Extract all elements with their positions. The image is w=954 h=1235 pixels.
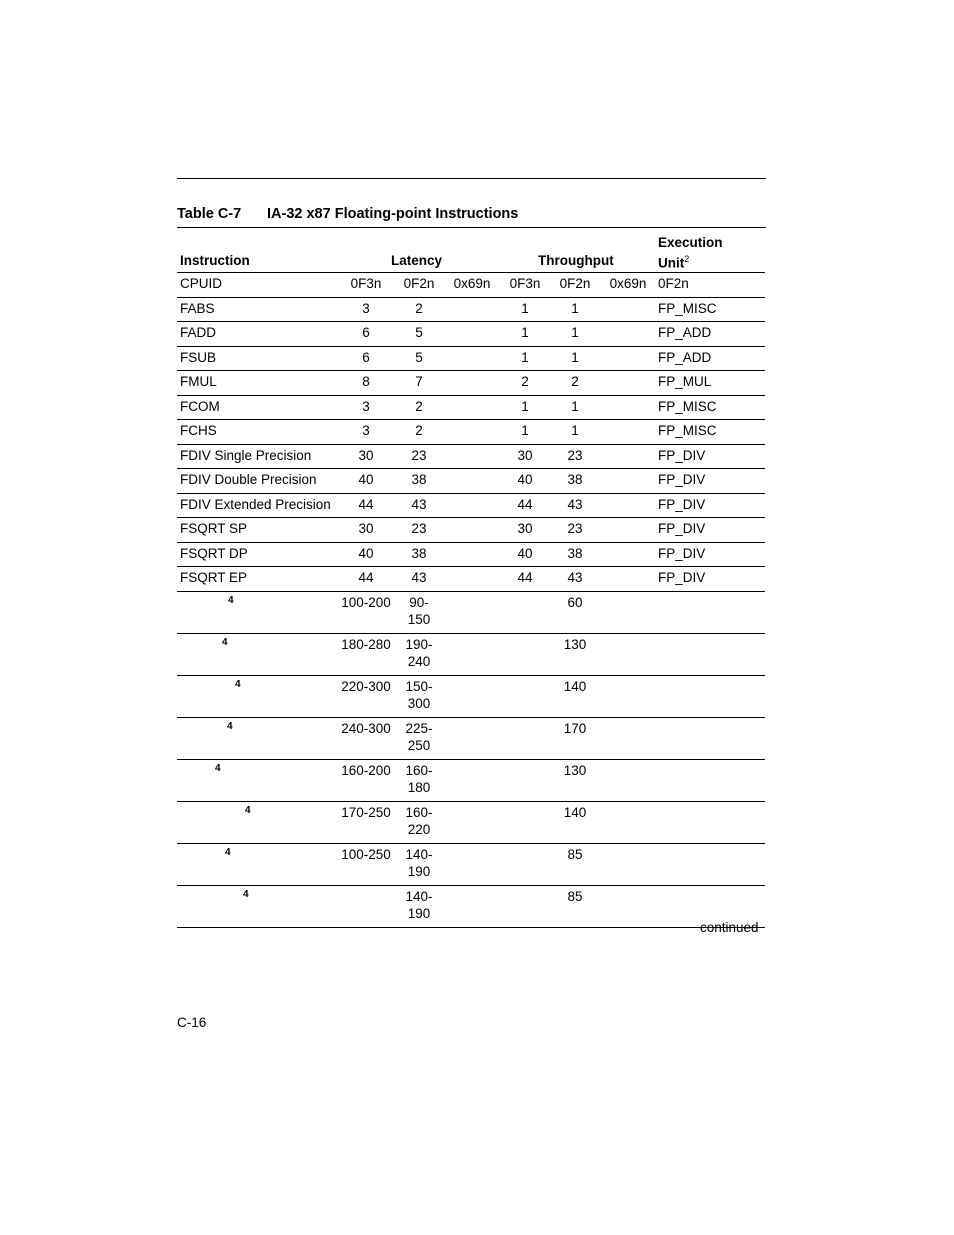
table-row	[177, 273, 765, 297]
cell-throughput-0f2n: 170	[549, 717, 601, 759]
instruction-label: FCOM	[180, 398, 220, 414]
cell-latency-0f3n: 6	[337, 322, 395, 347]
cell-latency-0f3n: 160-200	[337, 759, 395, 801]
cell-throughput-0x69n	[601, 469, 655, 494]
cell-execution-unit	[655, 717, 765, 759]
cell-latency-0f2n: 190-240	[395, 633, 443, 675]
cell-execution-unit: FP_DIV	[655, 469, 765, 494]
cell-latency-0f3n: 3	[337, 395, 395, 420]
cell-throughput-0x69n	[601, 420, 655, 445]
cell-throughput-0x69n	[601, 395, 655, 420]
footnote-ref: 4	[222, 636, 228, 648]
instruction-label: CPUID	[180, 276, 223, 291]
cell-throughput-0f2n: 130	[549, 633, 601, 675]
cell-latency-0f2n: 90-150	[395, 591, 443, 633]
instruction-label: FSQRT DP	[180, 545, 248, 561]
cell-throughput-0f3n: 1	[501, 420, 549, 445]
cell-instruction	[177, 420, 337, 445]
cell-latency-0f2n: 23	[395, 518, 443, 543]
cell-latency-0f2n: 38	[395, 469, 443, 494]
cell-throughput-0f2n: 1	[549, 395, 601, 420]
cell-throughput-0x69n	[601, 322, 655, 347]
cell-latency-0f3n	[337, 885, 395, 927]
cell-latency-0f2n: 5	[395, 322, 443, 347]
cell-throughput-0f2n: 0F2n	[549, 273, 601, 297]
cell-instruction	[177, 717, 337, 759]
cell-throughput-0x69n	[601, 843, 655, 885]
cell-instruction	[177, 371, 337, 396]
cell-latency-0f2n: 2	[395, 297, 443, 322]
caption-rule	[177, 227, 766, 228]
footnote-ref: 4	[215, 762, 221, 774]
cell-latency-0f3n: 100-200	[337, 591, 395, 633]
table-row	[177, 518, 765, 543]
cell-latency-0f2n: 0F2n	[395, 273, 443, 297]
top-rule	[177, 178, 766, 179]
cell-latency-0f3n: 30	[337, 444, 395, 469]
cell-latency-0x69n: 0x69n	[443, 273, 501, 297]
cell-throughput-0f3n: 1	[501, 297, 549, 322]
footnote-ref: 4	[227, 720, 233, 732]
cell-execution-unit: FP_MISC	[655, 395, 765, 420]
cell-throughput-0f3n	[501, 717, 549, 759]
cell-latency-0f3n: 44	[337, 567, 395, 592]
cell-latency-0x69n	[443, 885, 501, 927]
instruction-label: FSQRT SP	[180, 521, 248, 536]
header-throughput: Throughput	[538, 253, 614, 268]
cell-throughput-0f3n: 1	[501, 395, 549, 420]
cell-execution-unit: FP_DIV	[655, 493, 765, 518]
cell-throughput-0f3n: 44	[501, 567, 549, 592]
header-latency: Latency	[391, 253, 443, 268]
cell-execution-unit	[655, 759, 765, 801]
cell-execution-unit: FP_ADD	[655, 322, 765, 347]
table-row	[177, 420, 765, 445]
cell-latency-0x69n	[443, 420, 501, 445]
cell-execution-unit	[655, 591, 765, 633]
cell-throughput-0f3n	[501, 801, 549, 843]
cell-latency-0f3n: 40	[337, 469, 395, 494]
cell-execution-unit: FP_MUL	[655, 371, 765, 396]
cell-latency-0f2n: 38	[395, 542, 443, 567]
cell-latency-0f3n: 8	[337, 371, 395, 396]
cell-latency-0x69n	[443, 675, 501, 717]
cell-throughput-0f3n	[501, 759, 549, 801]
cell-latency-0x69n	[443, 469, 501, 494]
cell-instruction	[177, 542, 337, 567]
cell-throughput-0x69n	[601, 444, 655, 469]
cell-latency-0f2n: 225-250	[395, 717, 443, 759]
instruction-label: FADD	[180, 325, 217, 340]
cell-instruction	[177, 469, 337, 494]
table-row	[177, 885, 765, 927]
footnote-ref: 4	[243, 888, 249, 900]
cell-latency-0x69n	[443, 591, 501, 633]
table-caption	[177, 206, 518, 222]
table-row	[177, 371, 765, 396]
cell-instruction	[177, 801, 337, 843]
cell-latency-0x69n	[443, 346, 501, 371]
cell-throughput-0f3n: 1	[501, 322, 549, 347]
continued-note: continued	[700, 920, 759, 935]
cell-throughput-0f3n: 0F3n	[501, 273, 549, 297]
cell-throughput-0x69n	[601, 567, 655, 592]
cell-throughput-0f2n: 1	[549, 322, 601, 347]
cell-throughput-0x69n	[601, 346, 655, 371]
table-row	[177, 444, 765, 469]
cell-throughput-0f2n: 1	[549, 346, 601, 371]
cell-throughput-0f2n: 23	[549, 444, 601, 469]
header-footnote-ref: 2	[684, 254, 690, 264]
cell-latency-0x69n	[443, 801, 501, 843]
cell-latency-0f3n: 220-300	[337, 675, 395, 717]
cell-latency-0x69n	[443, 717, 501, 759]
cell-instruction	[177, 273, 337, 297]
table-body	[177, 273, 765, 927]
cell-throughput-0x69n	[601, 518, 655, 543]
cell-throughput-0f2n: 23	[549, 518, 601, 543]
instruction-table	[177, 273, 765, 928]
cell-throughput-0f3n: 2	[501, 371, 549, 396]
footnote-ref: 4	[245, 804, 251, 816]
cell-execution-unit	[655, 843, 765, 885]
cell-throughput-0x69n	[601, 633, 655, 675]
cell-throughput-0f2n: 38	[549, 469, 601, 494]
cell-throughput-0x69n	[601, 801, 655, 843]
table-row	[177, 843, 765, 885]
cell-throughput-0f2n: 140	[549, 801, 601, 843]
cell-latency-0f3n: 6	[337, 346, 395, 371]
cell-latency-0x69n	[443, 444, 501, 469]
cell-instruction	[177, 567, 337, 592]
cell-latency-0f3n: 30	[337, 518, 395, 543]
cell-latency-0f2n: 140-190	[395, 843, 443, 885]
cell-throughput-0f2n: 2	[549, 371, 601, 396]
header-execution-unit	[658, 234, 723, 272]
cell-latency-0f3n: 44	[337, 493, 395, 518]
instruction-label: FDIV Single Precision	[180, 447, 312, 463]
instruction-label: FSUB	[180, 349, 217, 365]
cell-execution-unit: FP_ADD	[655, 346, 765, 371]
instruction-label: FABS	[180, 300, 215, 316]
cell-throughput-0f3n: 1	[501, 346, 549, 371]
cell-execution-unit: FP_MISC	[655, 420, 765, 445]
cell-throughput-0f3n	[501, 843, 549, 885]
header-execution-line2: Unit	[658, 255, 685, 271]
instruction-label: FCHS	[180, 423, 217, 438]
cell-latency-0x69n	[443, 322, 501, 347]
cell-latency-0f3n: 40	[337, 542, 395, 567]
cell-execution-unit	[655, 801, 765, 843]
instruction-label: FDIV Extended Precision	[180, 496, 331, 512]
cell-execution-unit: FP_DIV	[655, 444, 765, 469]
cell-latency-0f3n: 3	[337, 420, 395, 445]
cell-execution-unit	[655, 633, 765, 675]
cell-latency-0f2n: 140-190	[395, 885, 443, 927]
cell-throughput-0f3n: 30	[501, 518, 549, 543]
cell-latency-0x69n	[443, 542, 501, 567]
cell-latency-0f2n: 43	[395, 567, 443, 592]
cell-throughput-0f2n: 85	[549, 885, 601, 927]
cell-throughput-0f3n	[501, 885, 549, 927]
cell-instruction	[177, 843, 337, 885]
footnote-ref: 4	[225, 846, 231, 858]
cell-latency-0f2n: 23	[395, 444, 443, 469]
table-row	[177, 346, 765, 371]
cell-throughput-0f3n	[501, 633, 549, 675]
cell-instruction	[177, 633, 337, 675]
table-title: IA-32 x87 Floating-point Instructions	[267, 206, 519, 222]
cell-latency-0f3n: 240-300	[337, 717, 395, 759]
cell-throughput-0x69n	[601, 542, 655, 567]
page-number: C-16	[177, 1015, 207, 1030]
cell-instruction	[177, 591, 337, 633]
cell-instruction	[177, 675, 337, 717]
cell-latency-0x69n	[443, 371, 501, 396]
footnote-ref: 4	[235, 678, 241, 690]
cell-throughput-0f3n	[501, 675, 549, 717]
cell-throughput-0x69n	[601, 493, 655, 518]
cell-throughput-0x69n	[601, 297, 655, 322]
cell-latency-0f3n: 3	[337, 297, 395, 322]
table-row	[177, 469, 765, 494]
header-execution-line1: Execution	[658, 235, 723, 250]
cell-instruction	[177, 759, 337, 801]
cell-throughput-0f3n: 40	[501, 469, 549, 494]
table-row	[177, 633, 765, 675]
header-instruction: Instruction	[180, 253, 250, 268]
cell-throughput-0f2n: 43	[549, 567, 601, 592]
cell-latency-0f2n: 7	[395, 371, 443, 396]
cell-throughput-0f2n: 60	[549, 591, 601, 633]
cell-latency-0f2n: 160-180	[395, 759, 443, 801]
cell-throughput-0x69n	[601, 759, 655, 801]
cell-instruction	[177, 493, 337, 518]
cell-execution-unit: 0F2n	[655, 273, 765, 297]
cell-latency-0x69n	[443, 493, 501, 518]
table-number: Table C-7	[177, 206, 242, 222]
cell-throughput-0f3n: 40	[501, 542, 549, 567]
cell-throughput-0f3n: 30	[501, 444, 549, 469]
cell-latency-0x69n	[443, 518, 501, 543]
table-row	[177, 675, 765, 717]
cell-latency-0x69n	[443, 633, 501, 675]
table-row	[177, 717, 765, 759]
cell-throughput-0x69n	[601, 717, 655, 759]
cell-latency-0x69n	[443, 297, 501, 322]
table-row	[177, 591, 765, 633]
cell-latency-0f2n: 160-220	[395, 801, 443, 843]
cell-execution-unit: FP_DIV	[655, 567, 765, 592]
cell-execution-unit: FP_MISC	[655, 297, 765, 322]
cell-latency-0f2n: 2	[395, 420, 443, 445]
cell-throughput-0f2n: 1	[549, 297, 601, 322]
cell-instruction	[177, 444, 337, 469]
table-row	[177, 759, 765, 801]
table-row	[177, 395, 765, 420]
cell-throughput-0f3n: 44	[501, 493, 549, 518]
cell-throughput-0f3n	[501, 591, 549, 633]
instruction-label: FMUL	[180, 374, 217, 389]
cell-latency-0f2n: 150-300	[395, 675, 443, 717]
cell-instruction	[177, 297, 337, 322]
table-row	[177, 542, 765, 567]
cell-instruction	[177, 518, 337, 543]
table-row	[177, 567, 765, 592]
cell-throughput-0f2n: 140	[549, 675, 601, 717]
cell-throughput-0x69n: 0x69n	[601, 273, 655, 297]
cell-latency-0f2n: 5	[395, 346, 443, 371]
cell-latency-0f2n: 43	[395, 493, 443, 518]
table-row	[177, 493, 765, 518]
cell-latency-0f3n: 0F3n	[337, 273, 395, 297]
cell-instruction	[177, 885, 337, 927]
cell-throughput-0x69n	[601, 675, 655, 717]
cell-instruction	[177, 322, 337, 347]
cell-throughput-0f2n: 43	[549, 493, 601, 518]
instruction-label: FDIV Double Precision	[180, 472, 317, 487]
table-row	[177, 297, 765, 322]
cell-execution-unit: FP_DIV	[655, 542, 765, 567]
footnote-ref: 4	[228, 594, 234, 606]
cell-latency-0x69n	[443, 843, 501, 885]
cell-throughput-0f2n: 130	[549, 759, 601, 801]
instruction-label: FSQRT EP	[180, 570, 248, 585]
cell-throughput-0x69n	[601, 885, 655, 927]
cell-latency-0f2n: 2	[395, 395, 443, 420]
cell-instruction	[177, 395, 337, 420]
cell-execution-unit	[655, 675, 765, 717]
cell-execution-unit: FP_DIV	[655, 518, 765, 543]
cell-latency-0f3n: 100-250	[337, 843, 395, 885]
cell-throughput-0f2n: 1	[549, 420, 601, 445]
cell-latency-0x69n	[443, 759, 501, 801]
cell-latency-0x69n	[443, 395, 501, 420]
cell-latency-0x69n	[443, 567, 501, 592]
cell-latency-0f3n: 170-250	[337, 801, 395, 843]
table-row	[177, 801, 765, 843]
cell-latency-0f3n: 180-280	[337, 633, 395, 675]
cell-throughput-0f2n: 38	[549, 542, 601, 567]
cell-instruction	[177, 346, 337, 371]
cell-throughput-0x69n	[601, 591, 655, 633]
cell-throughput-0x69n	[601, 371, 655, 396]
table-row	[177, 322, 765, 347]
cell-throughput-0f2n: 85	[549, 843, 601, 885]
